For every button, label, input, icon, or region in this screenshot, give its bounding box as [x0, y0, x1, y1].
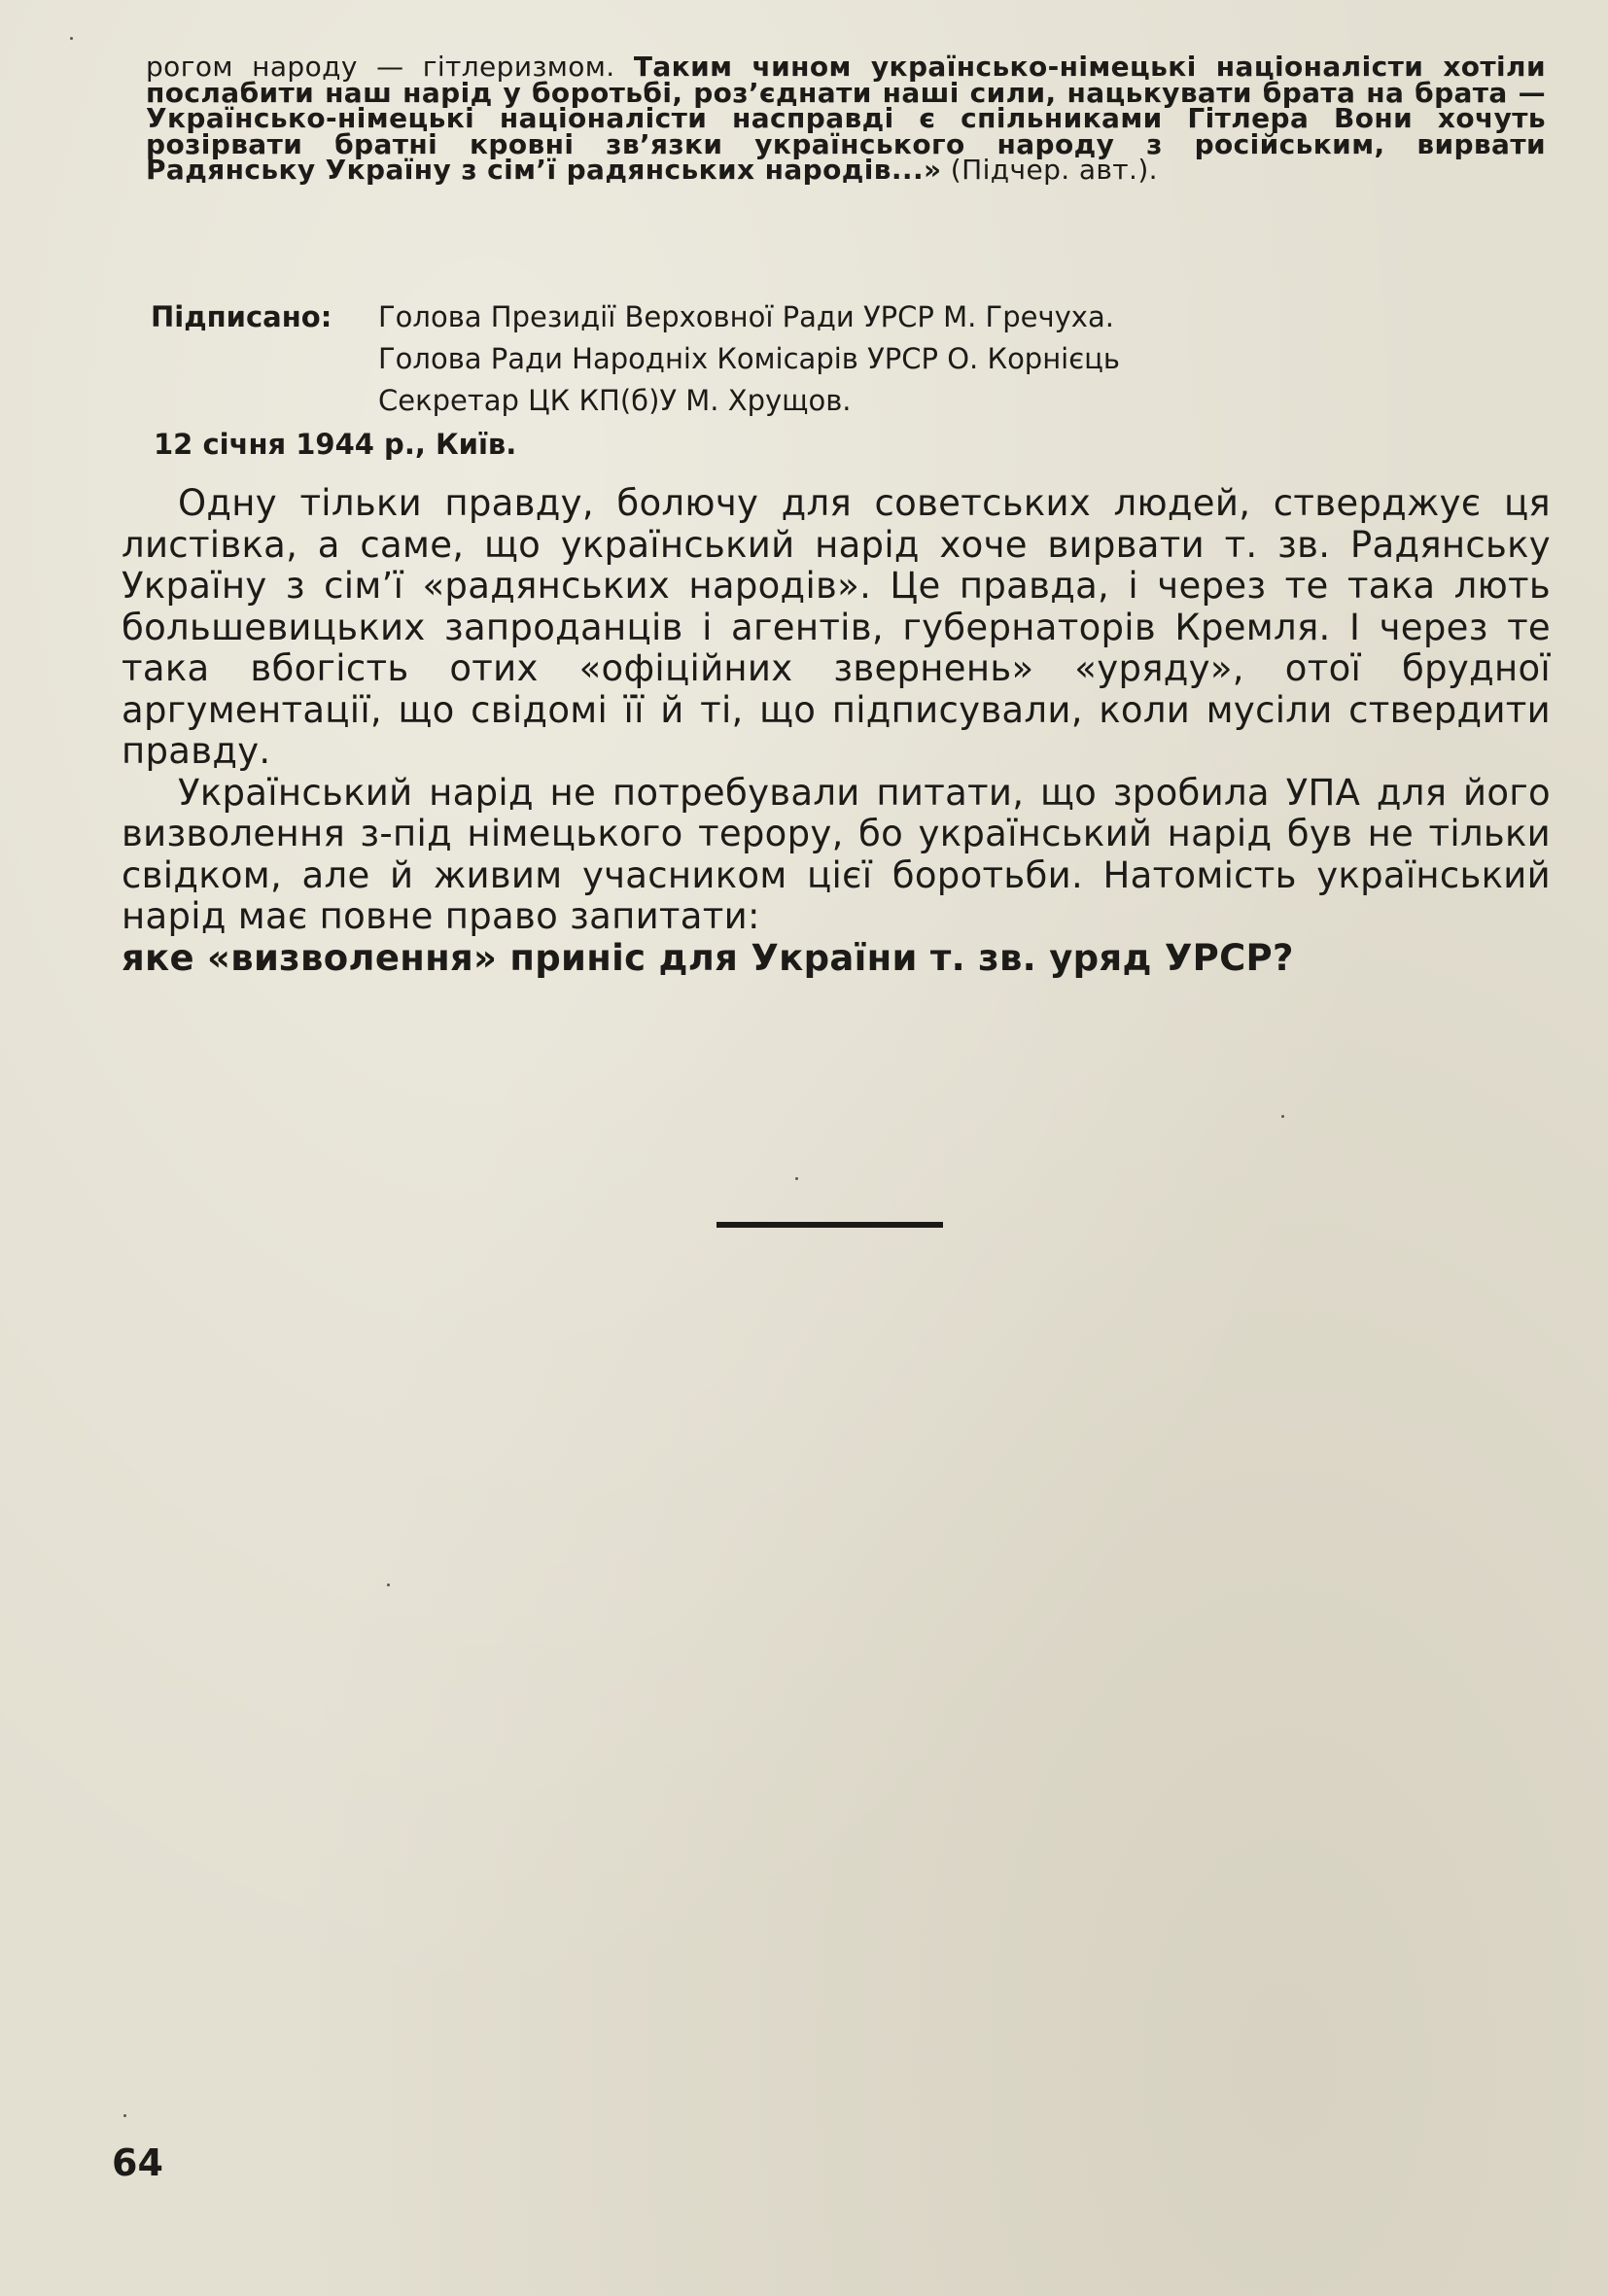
quote-text-3: ціоналісти хотіли послабити наш нарід у боротьбі, роз’єднати наші сили, нацькувати брата на брата — Українсько-німецькі націоналісти насправді є спільниками Гітлера [146, 51, 1546, 134]
signed-label: Підписано: [151, 300, 332, 333]
paper-speck [387, 1583, 390, 1586]
paragraph-text: Український нарід не потребували питати, що зробила УПА для його визволення з-під німецького терору, бо український нарід був не тільки свідком, але й живим учасником цієї боротьби. Натомість український нарід має повне право запитати: [122, 771, 1551, 937]
main-text [122, 483, 1551, 979]
document-date: 12 січня 1944 р., Київ. [154, 428, 517, 461]
paper-speck [70, 37, 73, 40]
signatory-line: Секретар ЦК КП(б)У М. Хрущов. [378, 384, 852, 417]
page-number: 64 [112, 2141, 163, 2184]
quote-text-1: рогом народу — гітлеризмом. [146, 51, 634, 83]
quote-text-4-bold: Вони хочуть розірвати братні кровні зв’язки українського народу з російським, вирвати Радянську Україну з сім’ї радянських народів...» [146, 102, 1546, 186]
section-divider [717, 1222, 943, 1228]
paragraph: Одну тільки правду, болючу для советських людей, стверджує ця листівка, а саме, що український нарід хоче вирвати т. зв. Радянську Україну з сім’ї «радянських народів». Це правда, і через те така лють большевицьких запроданців і агентів, губернаторів Кремля. І через те така вбогість отих «офіційних звернень» «уряду», отої брудної аргументації, що свідомі її й ті, що підписували, коли мусіли ствердити правду. [122, 482, 1551, 772]
signatory-line: Голова Ради Народніх Комісарів УРСР О. Корнієць [378, 342, 1120, 375]
paper-speck [123, 2114, 126, 2117]
paragraph [122, 773, 1551, 980]
closing-question: яке «визволення» приніс для України т. зв. уряд УРСР? [122, 936, 1294, 979]
signatory-line: Голова Президії Верховної Ради УРСР М. Гречуха. [378, 300, 1114, 333]
signatories-block [151, 296, 1120, 422]
paper-speck [795, 1177, 798, 1180]
paper-speck [1281, 1115, 1284, 1118]
quoted-leaflet-excerpt [146, 51, 1546, 186]
quote-text-2-bold: Таким чином українсько-німецькі на [633, 51, 1254, 83]
quote-text-5: (Підчер. авт.). [941, 154, 1158, 186]
